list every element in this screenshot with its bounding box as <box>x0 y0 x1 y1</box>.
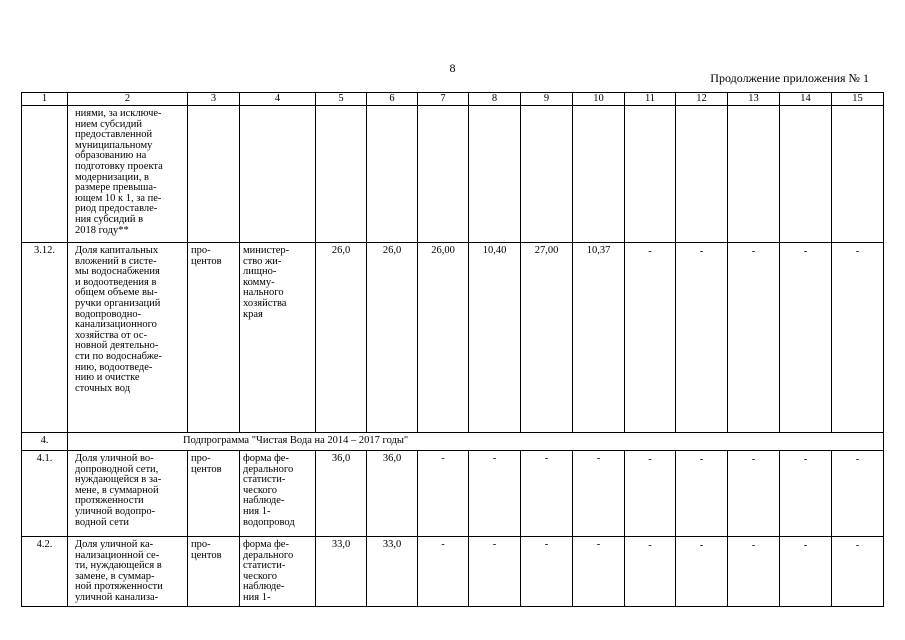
indicators-table <box>21 92 884 607</box>
indicator-value: - <box>418 537 469 607</box>
indicator-name: Доля уличной во- допроводной сети, нуждающейся в за- мене, в суммарной протяженности уличной водопро- водной сети <box>68 451 188 537</box>
indicator-value: 27,00 <box>521 243 573 433</box>
column-number-header: 4 <box>240 93 316 106</box>
row-number <box>22 106 68 243</box>
indicator-value: 26,0 <box>316 243 367 433</box>
column-number-header: 11 <box>625 93 676 106</box>
indicator-value: - <box>625 243 676 433</box>
indicator-value: - <box>521 537 573 607</box>
data-source: форма фе- дерального статисти- ческого наблюде- ния 1- водопровод <box>240 451 316 537</box>
column-number-header: 13 <box>728 93 780 106</box>
indicator-value: 36,0 <box>367 451 418 537</box>
indicator-value <box>832 106 884 243</box>
indicator-name: Доля уличной ка- нализационной се- ти, нуждающейся в замене, в суммар- ной протяженности уличной канализа- <box>68 537 188 607</box>
row-number: 3.12. <box>22 243 68 433</box>
unit-of-measure: про- центов <box>188 537 240 607</box>
column-number-header: 9 <box>521 93 573 106</box>
table-row <box>22 537 884 607</box>
indicator-value: - <box>469 537 521 607</box>
indicator-value: - <box>469 451 521 537</box>
table-row <box>22 106 884 243</box>
indicator-value: - <box>780 537 832 607</box>
column-number-header: 2 <box>68 93 188 106</box>
indicator-value <box>418 106 469 243</box>
data-source: министер- ство жи- лищно- комму- нального хозяйства края <box>240 243 316 433</box>
indicator-value <box>316 106 367 243</box>
indicator-value: 33,0 <box>367 537 418 607</box>
indicator-value: - <box>676 243 728 433</box>
data-source <box>240 106 316 243</box>
indicator-value <box>367 106 418 243</box>
column-number-header: 10 <box>573 93 625 106</box>
indicator-value: - <box>728 537 780 607</box>
page-number: 8 <box>449 61 456 75</box>
indicator-value: - <box>780 451 832 537</box>
column-number-header: 15 <box>832 93 884 106</box>
indicator-value: - <box>573 451 625 537</box>
indicator-value: - <box>832 451 884 537</box>
indicator-value <box>728 106 780 243</box>
indicator-value <box>625 106 676 243</box>
indicator-value: - <box>418 451 469 537</box>
row-number: 4.1. <box>22 451 68 537</box>
indicator-name: Доля капитальных вложений в систе- мы водоснабжения и водоотведения в общем объеме вы- ручки организаций водопроводно- канализационного хозяйства от ос- новной деятельно- сти по водоснабже- нию, водоотведе- нию и очистке сточных вод <box>68 243 188 433</box>
indicator-value: - <box>573 537 625 607</box>
indicator-value <box>521 106 573 243</box>
indicator-value: 26,0 <box>367 243 418 433</box>
data-source: форма фе- дерального статисти- ческого наблюде- ния 1- <box>240 537 316 607</box>
indicator-value: - <box>676 537 728 607</box>
indicator-value <box>676 106 728 243</box>
unit-of-measure <box>188 106 240 243</box>
indicator-value: - <box>676 451 728 537</box>
column-number-header: 12 <box>676 93 728 106</box>
column-number-header: 8 <box>469 93 521 106</box>
indicator-value <box>469 106 521 243</box>
indicator-value <box>780 106 832 243</box>
unit-of-measure: про- центов <box>188 451 240 537</box>
indicator-value: 33,0 <box>316 537 367 607</box>
subprogram-row <box>22 433 884 451</box>
table-row <box>22 243 884 433</box>
indicator-value: 10,37 <box>573 243 625 433</box>
column-number-header: 7 <box>418 93 469 106</box>
column-number-header: 6 <box>367 93 418 106</box>
column-number-header: 5 <box>316 93 367 106</box>
subprogram-number: 4. <box>22 433 68 451</box>
indicator-value: - <box>728 451 780 537</box>
indicator-value: - <box>832 243 884 433</box>
unit-of-measure: про- центов <box>188 243 240 433</box>
indicator-value <box>573 106 625 243</box>
indicator-value: - <box>521 451 573 537</box>
indicator-value: - <box>625 537 676 607</box>
indicator-value: 36,0 <box>316 451 367 537</box>
indicator-value: 26,00 <box>418 243 469 433</box>
indicator-value: - <box>780 243 832 433</box>
subprogram-title: Подпрограмма "Чистая Вода на 2014 – 2017 годы" <box>68 433 884 451</box>
indicator-name: ниями, за исключе- нием субсидий предоставленной муниципальному образованию на подготовку проекта модернизации, в размере превыша- ющем 10 к 1, за пе- риод предоставле- ния субсидий в 2018 году** <box>68 106 188 243</box>
column-number-row <box>22 93 884 106</box>
indicator-value: - <box>625 451 676 537</box>
indicator-value: - <box>728 243 780 433</box>
column-number-header: 3 <box>188 93 240 106</box>
row-number: 4.2. <box>22 537 68 607</box>
indicator-value: - <box>832 537 884 607</box>
appendix-continuation-title: Продолжение приложения № 1 <box>710 71 869 85</box>
indicator-value: 10,40 <box>469 243 521 433</box>
column-number-header: 1 <box>22 93 68 106</box>
table-row <box>22 451 884 537</box>
column-number-header: 14 <box>780 93 832 106</box>
